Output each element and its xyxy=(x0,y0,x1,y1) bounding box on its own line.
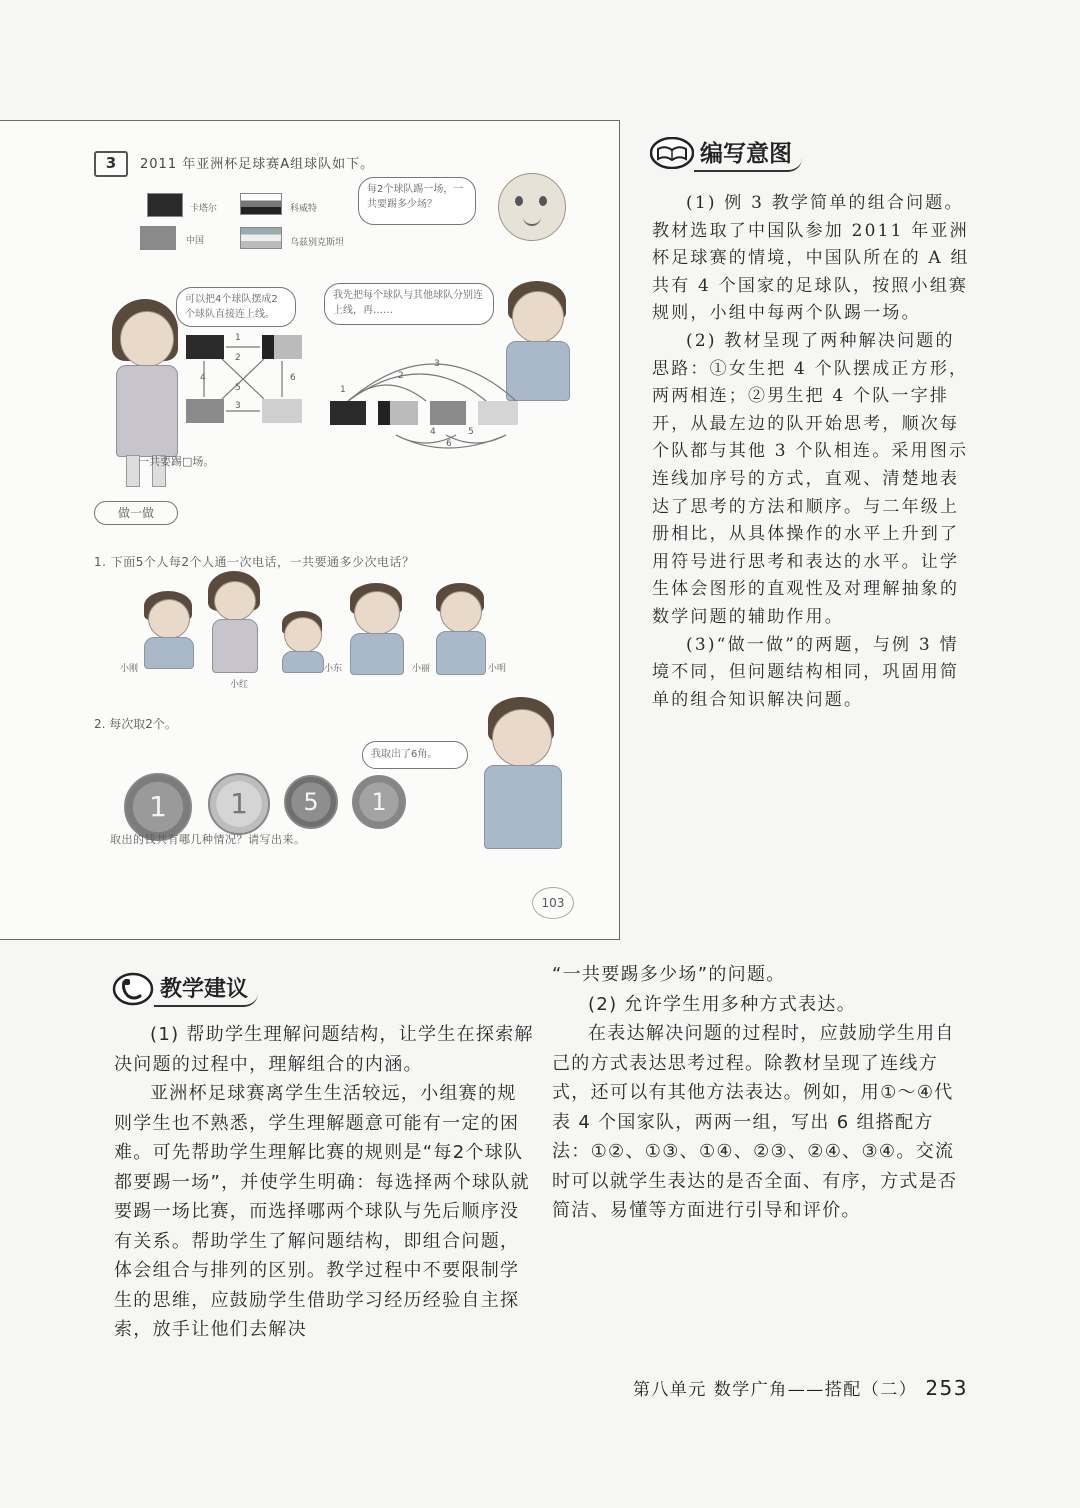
child-illustration xyxy=(432,583,488,675)
commentary-paragraph: (2) 教材呈现了两种解决问题的思路：①女生把 4 个队摆成正方形，两两相连；②男生把 4 个队一字排开，从最左边的队开始思考，顺次每个队都与其他 3 个队相连。采用图示连线加序号的方式，直观、清楚地表达了思考的方法和顺序。与二年级上册相比，从具体操作的水平上升到了用符号进行思考和表达的水平。让学生体会图形的直观性及对理解抽象的数学问题的辅助作用。 xyxy=(652,330,969,627)
china-flag-icon xyxy=(140,226,176,250)
suggestion-paragraph: 在表达解决问题的过程时，应鼓励学生用自己的方式表达思考过程。除教材呈现了连线方式，还可以有其他方法表达。例如，用①～④代表 4 个国家队，两两一组，写出 6 组搭配方法：①②、①③、①④、②③、②④、③④。交流时可以就学生表达的是否全面、有序，方式是否简洁、易懂等方面进行引导和评价。 xyxy=(552,1023,958,1221)
question-1: 1. 下面5个人每2个人通一次电话，一共要通多少次电话？ xyxy=(94,555,415,569)
question-2-prompt: 取出的钱共有哪几种情况？请写出来。 xyxy=(110,833,306,846)
example-title: 2011 年亚洲杯足球赛A组球队如下。 xyxy=(140,157,375,172)
commentary-header xyxy=(650,133,802,172)
coin-icon: 1 xyxy=(352,775,406,829)
zuoyizuo-label: 做一做 xyxy=(94,501,178,525)
diagram-number: 4 xyxy=(200,373,206,383)
suggestion-paragraph: “一共要踢多少场”的问题。 xyxy=(552,964,786,985)
question-2: 2. 每次取2个。 xyxy=(94,717,177,731)
qatar-flag-icon xyxy=(147,193,183,217)
suggestion-paragraph: (1) 帮助学生理解问题结构，让学生在探索解决问题的过程中，理解组合的内涵。 xyxy=(114,1024,534,1075)
diagram-number: 2 xyxy=(398,371,404,381)
child-illustration xyxy=(346,583,406,675)
example-number-badge: 3 xyxy=(94,151,128,177)
diagram-number: 5 xyxy=(468,427,474,437)
uzbekistan-flag-icon xyxy=(240,227,282,249)
coin-icon: 1 xyxy=(124,773,192,841)
suggestions-header xyxy=(112,970,258,1007)
diagram-number: 6 xyxy=(446,439,452,449)
child-illustration xyxy=(140,591,196,667)
child-name: 小明 xyxy=(488,664,507,674)
page-footer xyxy=(633,1375,968,1400)
chapter-title: 第八单元 数学广角——搭配（二） xyxy=(632,1380,918,1400)
suggestion-paragraph: (2) 允许学生用多种方式表达。 xyxy=(588,993,857,1015)
line-arc-connection-diagram xyxy=(326,357,526,453)
child-name: 小东 xyxy=(324,664,343,674)
diagram-number: 3 xyxy=(434,359,440,369)
suggestions-header-label: 教学建议 xyxy=(154,970,258,1007)
mascot-illustration xyxy=(498,173,566,241)
team-label: 中国 xyxy=(186,236,205,246)
child-name: 小丽 xyxy=(412,664,431,674)
diagram-number: 6 xyxy=(290,373,296,383)
commentary-paragraph: (3)“做一做”的两题，与例 3 情境不同，但问题结构相同，巩固用简单的组合知识解决问题。 xyxy=(652,634,960,710)
commentary-body xyxy=(652,190,970,714)
phone-handset-icon xyxy=(112,972,154,1006)
diagram-number: 2 xyxy=(235,353,241,363)
answer-line: 一共要踢□场。 xyxy=(138,455,215,468)
kuwait-flag-icon xyxy=(240,193,282,215)
diagram-number: 3 xyxy=(235,401,241,411)
suggestions-right-column xyxy=(552,960,972,1226)
child-name: 小刚 xyxy=(120,664,139,674)
suggestions-left-column xyxy=(114,1020,534,1345)
team-label: 卡塔尔 xyxy=(190,204,218,214)
book-icon xyxy=(650,137,694,169)
mascot-speech-bubble: 每2个球队踢一场，一共要踢多少场？ xyxy=(358,177,476,225)
page-number: 253 xyxy=(925,1376,968,1400)
team-label: 乌兹别克斯坦 xyxy=(290,238,345,248)
commentary-header-label: 编写意图 xyxy=(694,133,802,172)
boy-illustration xyxy=(480,697,566,847)
coin-icon: 1 xyxy=(208,773,270,835)
child-illustration xyxy=(278,611,326,671)
commentary-paragraph: (1) 例 3 教学简单的组合问题。教材选取了中国队参加 2011 年亚洲杯足球赛的情境，中国队所在的 A 组共有 4 个国家的足球队，按照小组赛规则，小组中每两个队踢一场。 xyxy=(652,193,970,324)
girl-speech-bubble: 可以把4个球队摆成2个球队直接连上线。 xyxy=(176,287,296,327)
team-label: 科威特 xyxy=(290,204,318,214)
child-name: 小红 xyxy=(230,680,249,690)
diagram-number: 1 xyxy=(340,385,346,395)
child-illustration xyxy=(206,571,262,671)
boy-speech-bubble: 我取出了6角。 xyxy=(362,741,468,769)
coin-icon: 5 xyxy=(284,775,338,829)
textbook-page-scan xyxy=(0,120,620,940)
diagram-number: 1 xyxy=(235,333,241,343)
textbook-page-number: 103 xyxy=(532,887,574,919)
boy-speech-bubble: 我先把每个球队与其他球队分别连上线，再…… xyxy=(324,283,494,325)
diagram-number: 5 xyxy=(235,383,241,393)
diagram-number: 4 xyxy=(430,427,436,437)
suggestion-paragraph: 亚洲杯足球赛离学生生活较远，小组赛的规则学生也不熟悉，学生理解题意可能有一定的困难。可先帮助学生理解比赛的规则是“每2个球队都要踢一场”，并使学生明确：每选择两个球队就要踢一场比赛，而选择哪两个球队与先后顺序没有关系。帮助学生了解问题结构，即组合问题，体会组合与排列的区别。教学过程中不要限制学生的思维，应鼓励学生借助学习经历经验自主探索，放手让他们去解决 xyxy=(114,1083,530,1340)
